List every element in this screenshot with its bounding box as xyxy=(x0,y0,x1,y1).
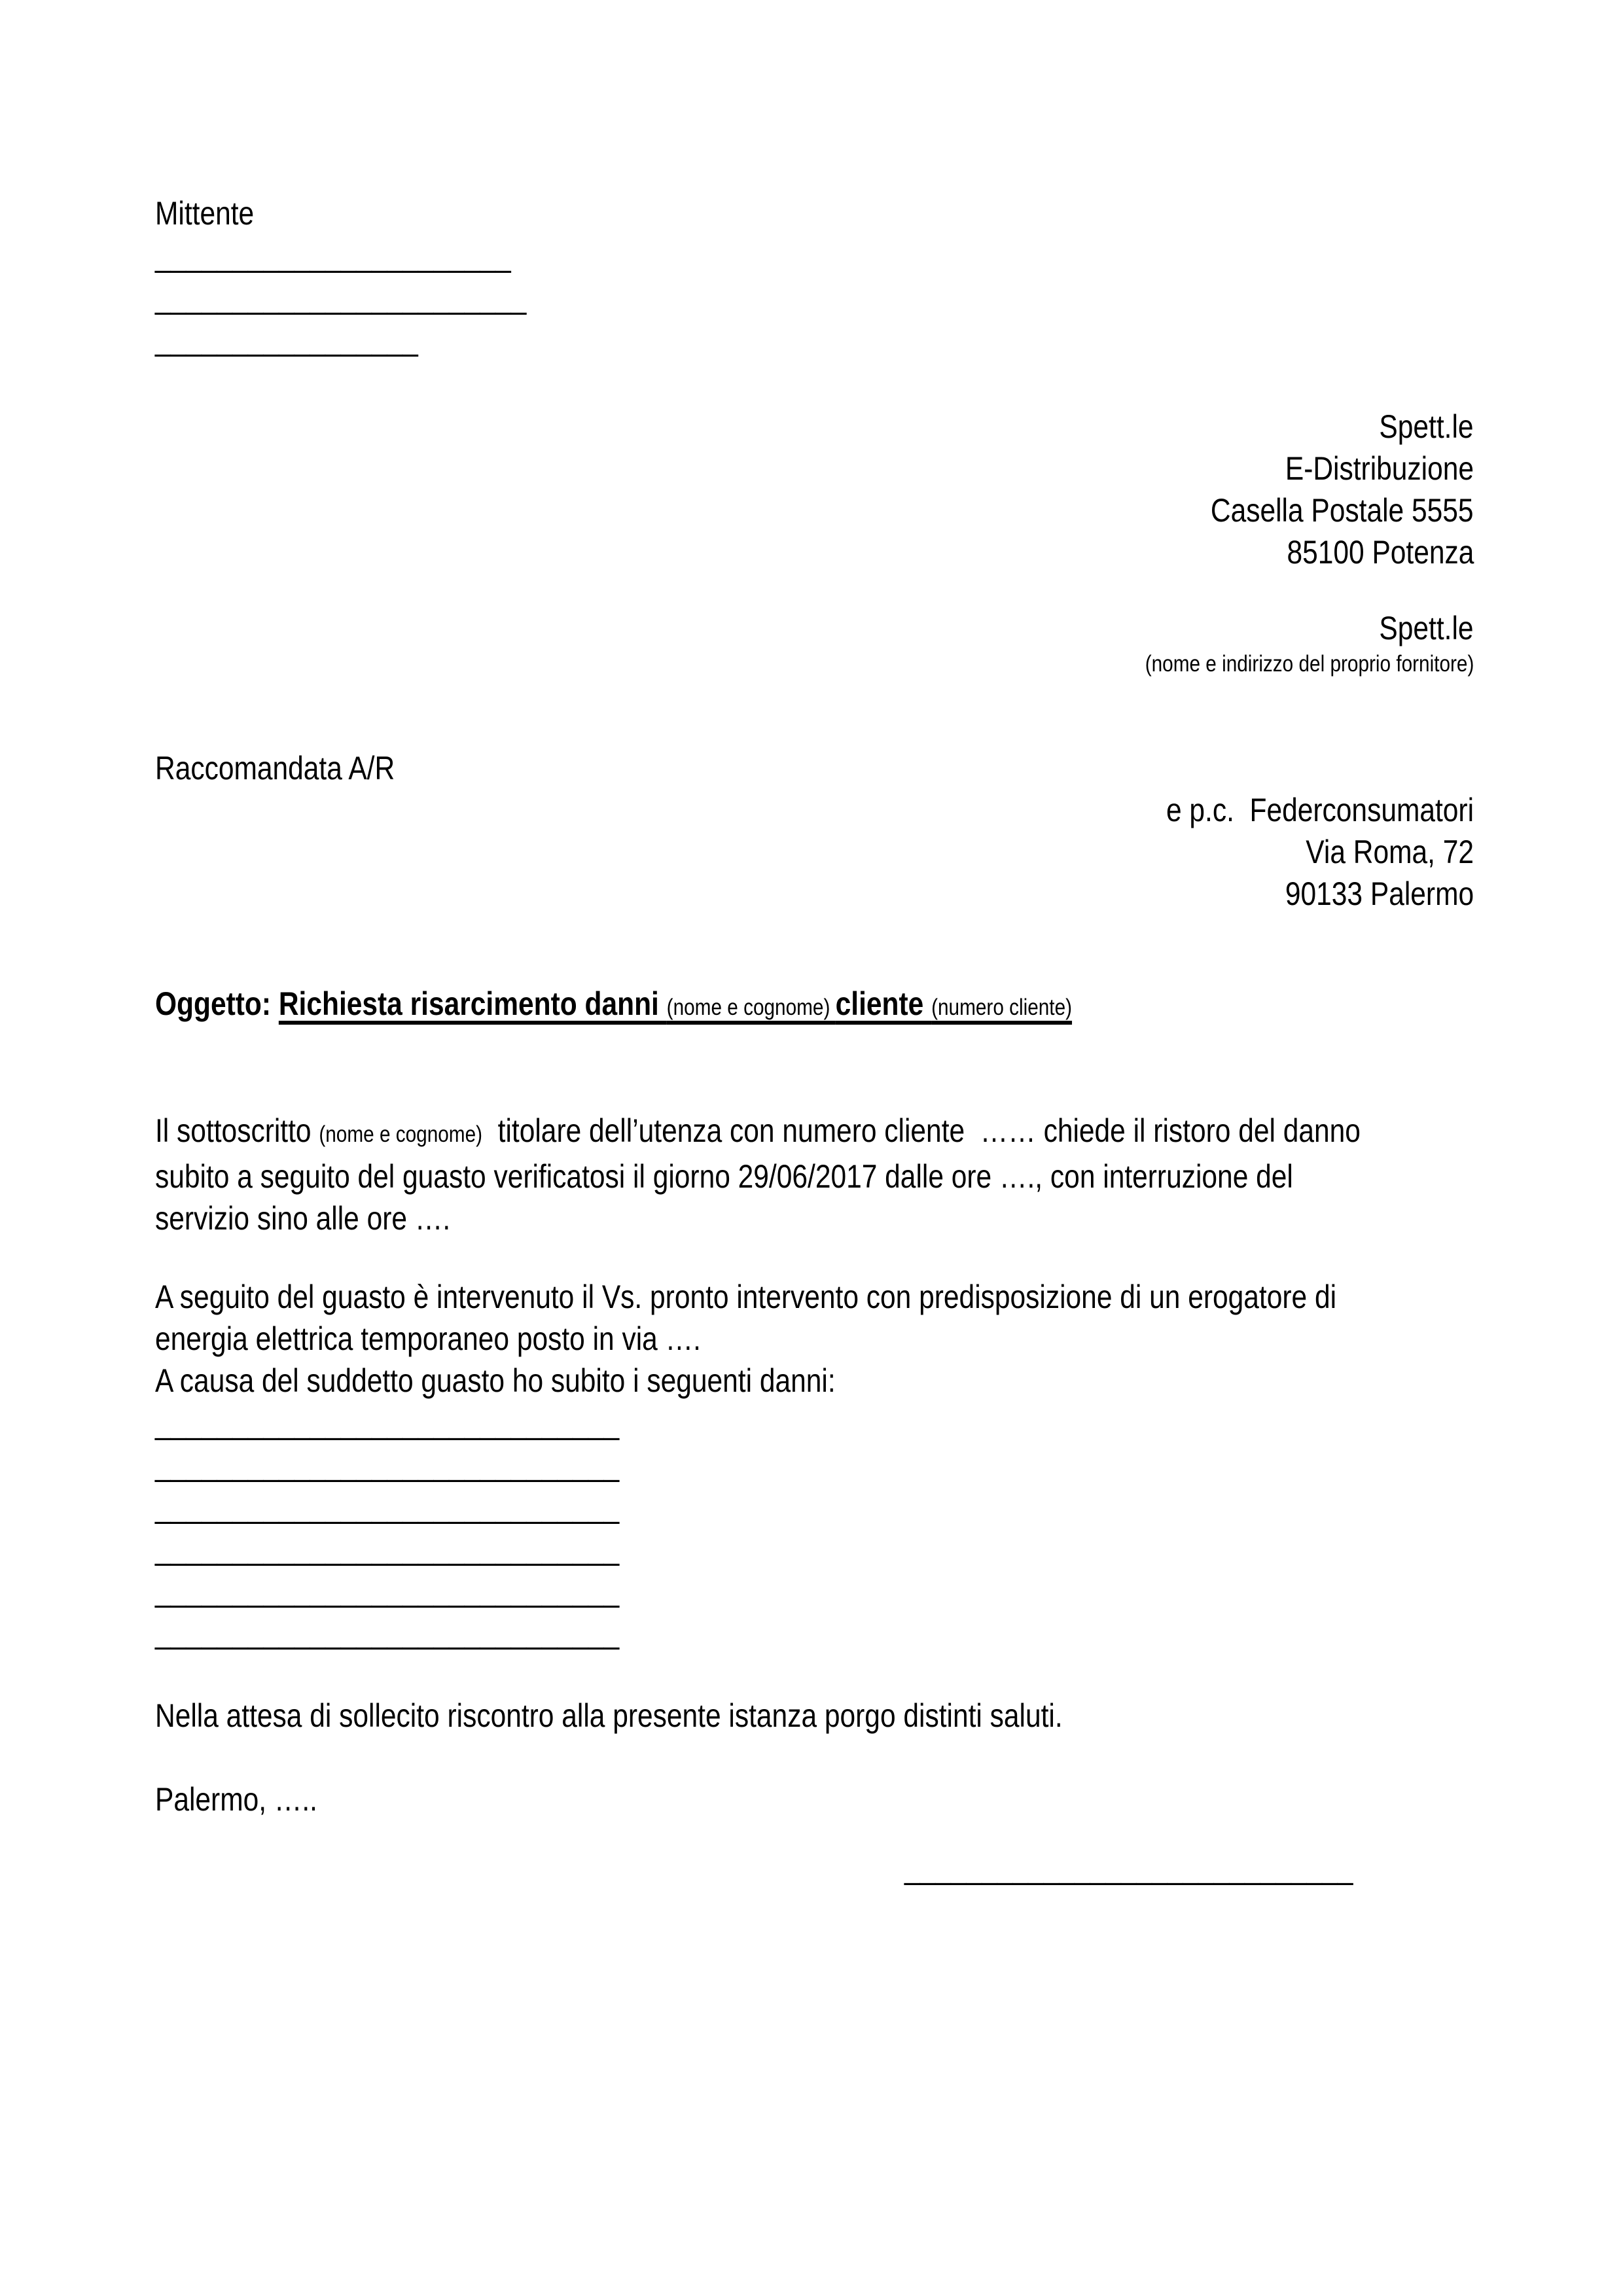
paragraph-fault-details xyxy=(155,1276,1474,1402)
cc-line: e p.c. Federconsumatori xyxy=(1166,792,1474,828)
paragraph-line: subito a seguito del guasto verificatosi il giorno 29/06/2017 dalle ore …., con interruzione del xyxy=(155,1158,1293,1195)
signature-blank-line: _____________________________ xyxy=(904,1849,1353,1886)
recipient-line: Spett.le xyxy=(1379,408,1474,445)
recipient-line: 85100 Potenza xyxy=(1287,534,1474,571)
subject-line xyxy=(155,983,1474,1029)
closing-line: Nella attesa di sollecito riscontro alla presente istanza porgo distinti saluti. xyxy=(155,1697,1063,1734)
damage-blank-line: ______________________________ xyxy=(155,1446,620,1483)
delivery-method: Raccomandata A/R xyxy=(155,750,395,786)
cc-block xyxy=(155,789,1474,915)
damage-blank-line: ______________________________ xyxy=(155,1614,620,1650)
damage-blank-line: ______________________________ xyxy=(155,1488,620,1525)
subject-label: Oggetto: xyxy=(155,985,279,1022)
cc-line: 90133 Palermo xyxy=(1285,875,1474,912)
paragraph-request xyxy=(155,1110,1474,1239)
sender-blank-line: ________________________ xyxy=(155,279,527,315)
sender-blank-line: _______________________ xyxy=(155,237,511,274)
signature-block xyxy=(155,1846,1474,1888)
damage-blank-lines xyxy=(155,1402,1474,1653)
paragraph-line: Il sottoscritto (nome e cognome) titolare dell’utenza con numero cliente …… chiede il ristoro del danno xyxy=(155,1112,1361,1149)
recipient-line: E-Distribuzione xyxy=(1285,450,1474,487)
paragraph-line: A seguito del guasto è intervenuto il Vs. pronto intervento con predisposizione di un erogatore di xyxy=(155,1279,1337,1315)
place-date-line: Palermo, ….. xyxy=(155,1781,317,1818)
paragraph-line: servizio sino alle ore …. xyxy=(155,1200,451,1237)
paragraph-line: A causa del suddetto guasto ho subito i seguenti danni: xyxy=(155,1362,836,1399)
recipient-line: Casella Postale 5555 xyxy=(1211,492,1474,529)
damage-blank-line: ______________________________ xyxy=(155,1530,620,1566)
paragraph-line: energia elettrica temporaneo posto in via …. xyxy=(155,1320,701,1357)
recipient-secondary-block xyxy=(155,607,1474,679)
damage-blank-line: ______________________________ xyxy=(155,1404,620,1441)
sender-label: Mittente xyxy=(155,195,255,232)
cc-line: Via Roma, 72 xyxy=(1306,834,1474,870)
recipient-primary-block xyxy=(155,406,1474,573)
sender-blank-line: _________________ xyxy=(155,321,418,357)
recipient-secondary-salutation: Spett.le xyxy=(1379,610,1474,646)
recipient-secondary-note: (nome e indirizzo del proprio fornitore) xyxy=(1145,651,1474,677)
subject-underlined-text: Richiesta risarcimento danni (nome e cognome) cliente (numero cliente) xyxy=(278,985,1073,1022)
damage-blank-line: ______________________________ xyxy=(155,1572,620,1608)
